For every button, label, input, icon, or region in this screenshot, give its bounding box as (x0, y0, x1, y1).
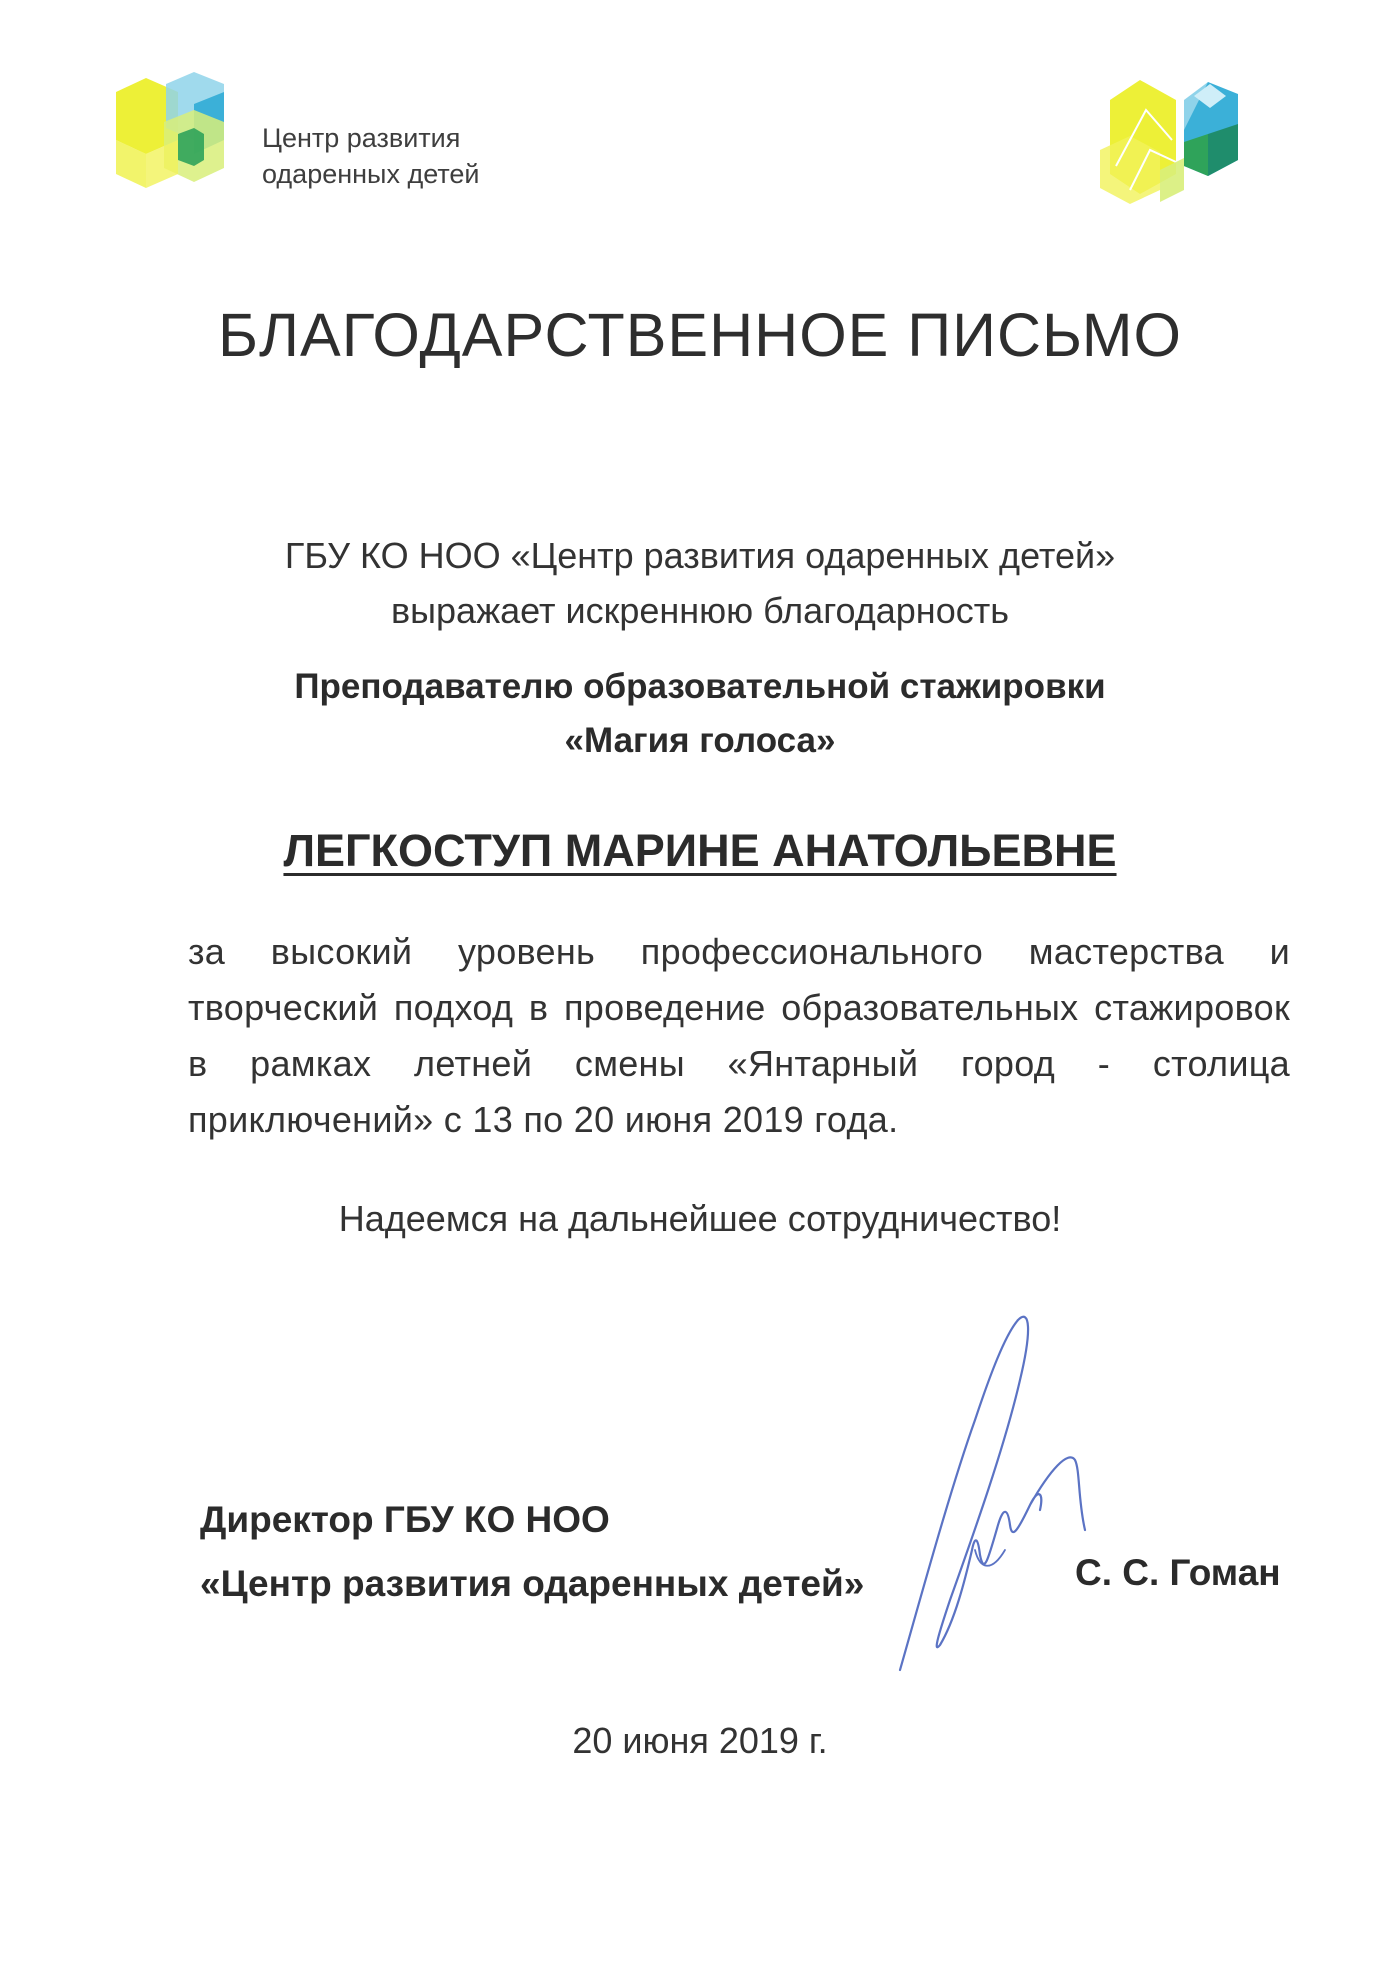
letter-date: 20 июня 2019 г. (572, 1720, 828, 1761)
body-text: за высокий уровень профессионального мастерства и творческий подход в проведение образовательных стажировок в рамках летней смены «Янтарный город - столица приключений» с 13 по 20 июня 2019 года. (188, 931, 1290, 1140)
signer-position-line: Директор ГБУ КО НОО (200, 1499, 610, 1540)
recipient-role-line: «Магия голоса» (564, 721, 836, 760)
house-logo-icon (1090, 70, 1280, 210)
signer-position (200, 1488, 864, 1616)
recipient-role-line: Преподавателю образовательной стажировки (294, 667, 1106, 706)
org-logo-icon (108, 70, 248, 210)
intro-line: ГБУ КО НОО «Центр развития одаренных детей» (284, 535, 1116, 576)
signer-position-line: «Центр развития одаренных детей» (200, 1563, 865, 1604)
intro-line: выражает искреннюю благодарность (391, 590, 1009, 631)
org-logo-line: Центр развития (262, 123, 461, 153)
intro-text (0, 528, 1400, 638)
handwritten-signature-icon (880, 1300, 1100, 1680)
org-logo-line: одаренных детей (262, 159, 480, 189)
closing-text: Надеемся на дальнейшее сотрудничество! (338, 1198, 1062, 1239)
recipient-role (0, 660, 1400, 768)
org-logo-text (262, 120, 562, 192)
recipient-name-text: ЛЕГКОСТУП МАРИНЕ АНАТОЛЬЕВНЕ (283, 825, 1117, 876)
letter-title: БЛАГОДАРСТВЕННОЕ ПИСЬМО (217, 301, 1182, 369)
signer-name: С. С. Гоман (1075, 1552, 1281, 1593)
recipient-name (0, 825, 1400, 877)
